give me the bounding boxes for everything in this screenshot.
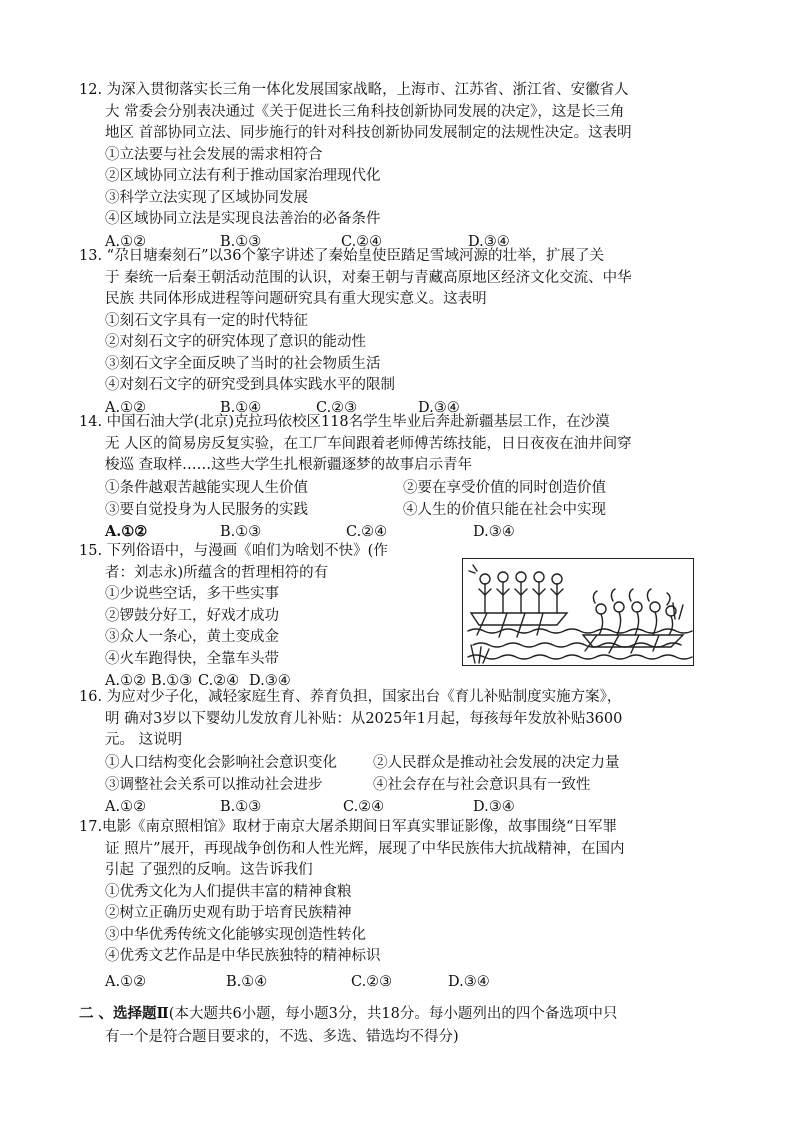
option-b[interactable]: B.①③	[220, 233, 262, 250]
option-b[interactable]: B.①④	[226, 973, 268, 990]
option-c[interactable]: C.②④	[198, 673, 240, 689]
question-17-item: ④优秀文艺作品是中华民族独特的精神标识	[105, 948, 381, 964]
rowing-boats-cartoon	[463, 559, 693, 665]
question-17-item: ③中华优秀传统文化能够实现创造性转化	[105, 926, 366, 943]
option-a[interactable]: A.①②	[105, 673, 147, 689]
question-14-stem-line: 14. 中国石油大学(北京)克拉玛依校区118名学生毕业后奔赴新疆基层工作，在沙漠	[79, 414, 610, 430]
option-d[interactable]: D.③④	[468, 233, 510, 250]
option-a[interactable]: A.①②	[105, 233, 147, 250]
question-12-item: ②区域协同立法有利于推动国家治理现代化	[105, 168, 381, 184]
question-14	[79, 412, 719, 543]
question-13-item: ①刻石文字具有一定的时代特征	[105, 312, 308, 329]
question-17-item: ①优秀文化为人们提供丰富的精神食粮	[105, 883, 352, 900]
question-12-stem-line: 12. 为深入贯彻落实长三角一体化发展国家战略，上海市、江苏省、浙江省、安徽省人	[79, 82, 629, 98]
question-15-stem-line: 者：刘志永)所蕴含的哲理相符的有	[105, 564, 329, 581]
question-13-stem-line: 民族 共同体形成进程等问题研究具有重大现实意义。这表明	[105, 291, 487, 307]
section-2-rules: (本大题共6小题，每小题3分，共18分。每小题列出的四个备选项中只	[168, 1006, 618, 1022]
question-14-stem-line: 梭巡 查取样……这些大学生扎根新疆逐梦的故事启示青年	[105, 457, 473, 473]
question-14-item: ③要自觉投身为人民服务的实践	[105, 501, 308, 518]
option-c[interactable]: C.②④	[343, 798, 385, 815]
question-13-item: ④对刻石文字的研究受到具体实践水平的限制	[105, 377, 395, 393]
option-a[interactable]: A.①②	[105, 973, 147, 990]
question-12-item: ①立法要与社会发展的需求相符合	[105, 146, 323, 163]
question-16-stem-line: 明 确对3岁以下婴幼儿发放育儿补贴：从2025年1月起，每孩每年发放补贴3600	[105, 710, 623, 727]
question-12-stem-line: 大 常委会分别表决通过《关于促进长三角科技创新协同发展的决定》，这是长三角	[105, 103, 625, 120]
option-d[interactable]: D.③④	[473, 523, 515, 540]
option-b[interactable]: B.①④	[220, 399, 262, 416]
option-c[interactable]: C.②④	[346, 523, 388, 540]
question-14-item-row	[79, 477, 719, 499]
question-15-item: ①少说些空话，多干些实事	[105, 586, 279, 602]
question-13-stem-line: 于 秦统一后秦王朝活动范围的认识，对秦王朝与青藏高原地区经济文化交流、中华	[105, 269, 632, 286]
question-12-stem-line: 地区 首部协同立法、同步施行的针对科技创新协同发展制定的法规性决定。这表明	[105, 125, 632, 141]
question-16-options	[79, 796, 719, 818]
question-13-stem-line: 13. “尕日塘秦刻石”以36个篆字讲述了秦始皇使臣踏足雪域河源的壮举，扩展了关	[79, 248, 604, 264]
question-16-item-row	[79, 752, 719, 774]
option-b[interactable]: B.①③	[220, 798, 262, 815]
option-a[interactable]: A.①②	[105, 798, 147, 815]
question-15-item: ④火车跑得快，全靠车头带	[105, 650, 279, 667]
question-13-item: ③刻石文字全面反映了当时的社会物质生活	[105, 355, 381, 372]
option-c[interactable]: C.②③	[351, 973, 393, 990]
option-d[interactable]: D.③④	[448, 973, 490, 990]
option-d[interactable]: D.③④	[473, 798, 515, 815]
question-17-stem-line: 证 照片”展开，再现战争创伤和人性光辉，展现了中华民族伟大抗战精神，在国内	[105, 840, 625, 857]
question-17-item: ②树立正确历史观有助于培育民族精神	[105, 905, 352, 921]
option-b[interactable]: B.①③	[220, 523, 262, 540]
option-a[interactable]: A.①②	[105, 399, 147, 416]
option-b[interactable]: B.①③	[151, 673, 193, 689]
question-16-item: ④社会存在与社会意识具有一致性	[373, 776, 591, 793]
question-16-item: ③调整社会关系可以推动社会进步	[105, 776, 323, 793]
question-15-stem-line: 15. 下列俗语中，与漫画《咱们为啥划不快》(作	[79, 543, 388, 559]
question-16-item: ①人口结构变化会影响社会意识变化	[105, 754, 337, 771]
question-15-item: ②锣鼓分好工，好戏才成功	[105, 607, 279, 624]
question-12-item: ④区域协同立法是实现良法善治的必备条件	[105, 211, 381, 227]
question-13	[79, 246, 719, 419]
section-2-instructions	[79, 1002, 719, 1049]
question-17-stem-line: 17.电影《南京照相馆》取材于南京大屠杀期间日军真实罪证影像，故事围绕“日军罪	[79, 819, 617, 835]
question-14-item: ①条件越艰苦越能实现人生价值	[105, 479, 308, 496]
section-2-rules-line: 有一个是符合题目要求的，不选、多选、错选均不得分)	[105, 1029, 459, 1045]
question-14-stem-line: 无 人区的简易房反复实验，在工厂车间跟着老师傅苦练技能，日日夜夜在油井间穿	[105, 435, 632, 452]
comic-illustration	[462, 558, 694, 666]
question-16-item: ②人民群众是推动社会发展的决定力量	[373, 754, 620, 771]
question-12-item: ③科学立法实现了区域协同发展	[105, 189, 308, 206]
section-2-heading: 二 、选择题Ⅱ	[79, 1005, 169, 1022]
question-16	[79, 687, 719, 818]
question-16-stem-line: 16. 为应对少子化，减轻家庭生育、养育负担，国家出台《育儿补贴制度实施方案》，	[79, 689, 622, 705]
option-c[interactable]: C.②③	[316, 399, 358, 416]
question-14-item: ②要在享受价值的同时创造价值	[403, 479, 606, 496]
question-14-options	[79, 521, 719, 543]
option-d[interactable]: D.③④	[249, 673, 291, 689]
question-14-item: ④人生的价值只能在社会中实现	[403, 501, 606, 518]
question-17	[79, 817, 719, 993]
option-d[interactable]: D.③④	[418, 399, 460, 416]
question-16-stem-line: 元。 这说明	[105, 732, 183, 748]
question-15-item: ③众人一条心，黄土变成金	[105, 629, 279, 645]
question-17-options	[79, 971, 719, 993]
option-a[interactable]: A.①②	[105, 522, 148, 540]
question-13-item: ②对刻石文字的研究体现了意识的能动性	[105, 334, 366, 350]
question-14-item-row	[79, 499, 719, 521]
question-15	[79, 541, 459, 692]
question-12	[79, 80, 719, 253]
question-17-stem-line: 引起 了强烈的反响。这告诉我们	[105, 862, 313, 878]
option-c[interactable]: C.②④	[341, 233, 383, 250]
question-16-item-row	[79, 774, 719, 796]
